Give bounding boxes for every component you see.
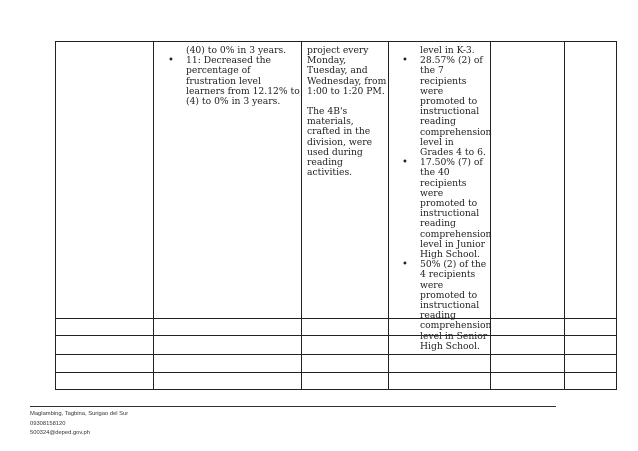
results-continuation: (40) to 0% in 3 years.: [186, 45, 287, 56]
outcomes-bullet: • 50% (2) of the 4 recipients were promoted to instructional reading comprehension level in Senior High School.: [402, 260, 488, 352]
footer-email: 500324@deped.gov.ph: [30, 430, 90, 436]
outcomes-bullet: • 17.50% (7) of the 40 recipients were promoted to instructional reading comprehension level in Junior High School.: [402, 158, 488, 260]
footer-phone: 09308158120: [30, 420, 66, 427]
results-cell: [168, 46, 300, 107]
activities-paragraph: project every Monday, Tuesday, and Wednesday, from 1:00 to 1:20 PM.: [307, 45, 387, 97]
column-divider: [388, 42, 389, 389]
footer-address: Maglambing, Tagbina, Surigao del Sur: [30, 411, 129, 417]
outcomes-continuation: level in K-3.: [420, 45, 475, 56]
column-divider: [153, 42, 154, 389]
outcomes-bullet: • 28.57% (2) of the 7 recipients were promoted to instructional reading comprehension level in Grades 4 to 6.: [402, 56, 488, 158]
row-divider: [56, 335, 616, 336]
column-divider: [564, 42, 565, 389]
activities-paragraph: The 4B's materials, crafted in the division, were used during reading activities.: [307, 106, 373, 179]
activities-cell: [307, 46, 387, 188]
results-bullet: • 11: Decreased the percentage of frustration level learners from 12.12% to (4) to 0% in 3 years.: [168, 56, 300, 107]
footer: [30, 410, 128, 439]
row-divider: [56, 372, 616, 373]
row-divider: [56, 318, 616, 319]
column-divider: [490, 42, 491, 389]
report-table: [55, 41, 617, 390]
column-divider: [301, 42, 302, 389]
outcomes-cell: [402, 45, 492, 352]
footer-divider: [30, 406, 556, 407]
row-divider: [56, 354, 616, 355]
